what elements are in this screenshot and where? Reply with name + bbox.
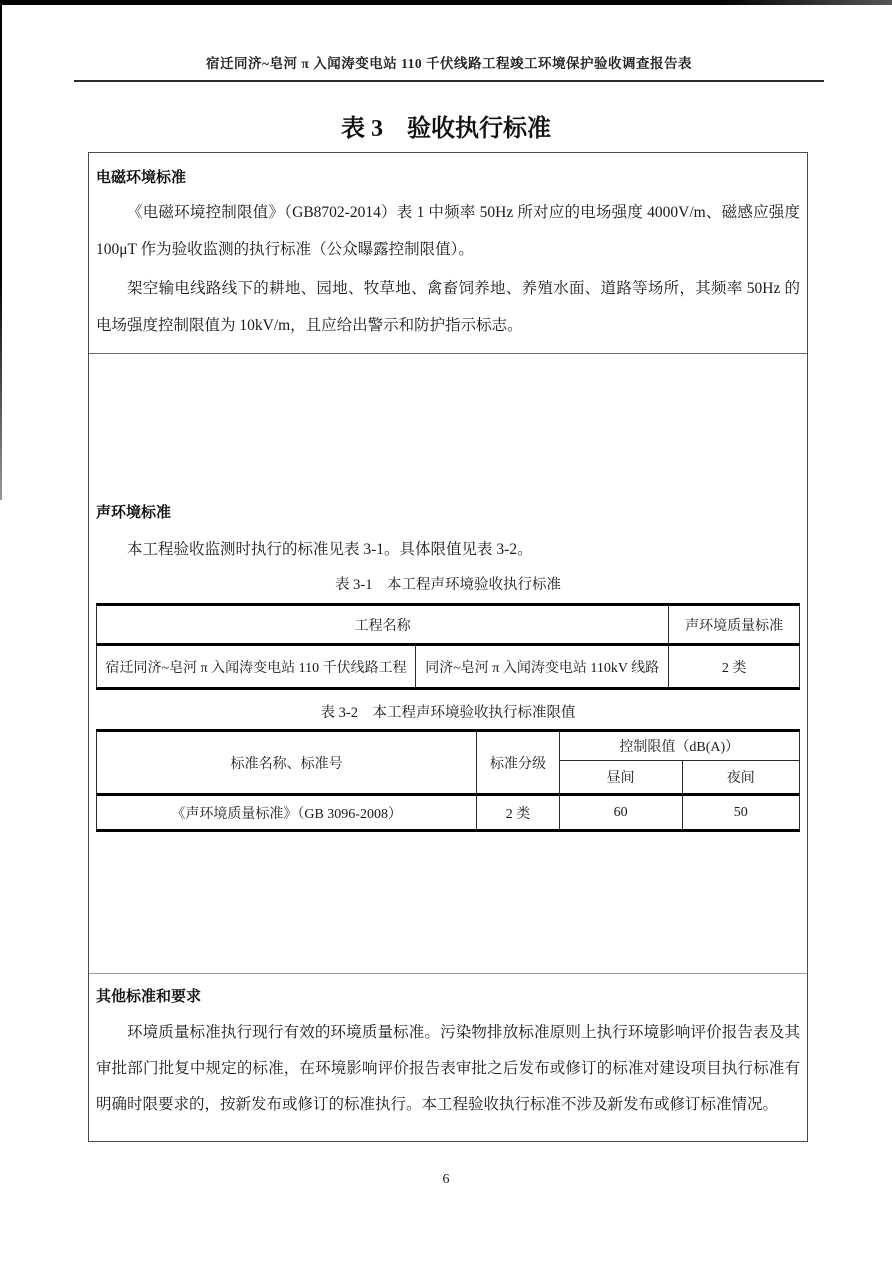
table-3-2	[96, 729, 800, 832]
scan-artifact-left	[0, 0, 2, 500]
table-3-1-data-row	[97, 645, 800, 689]
page-number: 6	[442, 1172, 450, 1187]
em-standard-heading: 电磁环境标准	[96, 170, 187, 186]
table-3-2-caption: 表 3-2 本工程声环境验收执行标准限值	[320, 705, 576, 721]
noise-standard-heading: 声环境标准	[96, 505, 172, 521]
table-3-2-header-row-1	[97, 731, 800, 761]
t31-header-quality-standard: 声环境质量标准	[669, 605, 800, 645]
t31-cell-class: 2 类	[669, 645, 800, 689]
t32-header-standard-name: 标准名称、标准号	[97, 731, 477, 795]
other-standards-paragraph: 环境质量标准执行现行有效的环境质量标准。污染物排放标准原则上执行环境影响评价报告表及其审批部门批复中规定的标准，在环境影响评价报告表审批之后发布或修订的标准对建设项目执行标准有明确时限要求的，按新发布或修订的标准执行。本工程验收执行标准不涉及新发布或修订标准情况。	[96, 1024, 800, 1113]
t31-header-project-name: 工程名称	[97, 605, 669, 645]
t32-header-nighttime: 夜间	[682, 761, 799, 795]
t32-cell-night-value: 50	[682, 795, 799, 831]
header-rule	[74, 80, 824, 82]
em-standard-paragraph-1: 《电磁环境控制限值》（GB8702-2014）表 1 中频率 50Hz 所对应的电场强度 4000V/m、磁感应强度 100μT 作为验收监测的执行标准（公众曝露控制限值）。	[96, 204, 800, 258]
document-running-header: 宿迁同济~皂河 π 入闻涛变电站 110 千伏线路工程竣工环境保护验收调查报告表	[206, 56, 692, 71]
t32-header-grade: 标准分级	[477, 731, 559, 795]
blank-space	[96, 354, 800, 502]
t32-header-daytime: 昼间	[559, 761, 682, 795]
table-3-1	[96, 603, 800, 690]
t32-cell-standard-name: 《声环境质量标准》（GB 3096-2008）	[97, 795, 477, 831]
page-title: 表 3 验收执行标准	[341, 116, 551, 142]
section-noise-standard	[89, 353, 807, 973]
t32-header-control-limit: 控制限值（dB(A)）	[559, 731, 799, 761]
section-electromagnetic-standard	[89, 153, 807, 353]
em-standard-paragraph-2: 架空输电线路线下的耕地、园地、牧草地、禽畜饲养地、养殖水面、道路等场所，其频率 50Hz 的电场强度控制限值为 10kV/m，且应给出警示和防护指示标志。	[96, 280, 800, 334]
table-3-2-data-row	[97, 795, 800, 831]
t31-cell-line: 同济~皂河 π 入闻涛变电站 110kV 线路	[416, 645, 669, 689]
t31-cell-project: 宿迁同济~皂河 π 入闻涛变电站 110 千伏线路工程	[97, 645, 416, 689]
table-3-1-caption: 表 3-1 本工程声环境验收执行标准	[335, 577, 561, 593]
table-3-1-header-row	[97, 605, 800, 645]
t32-cell-day-value: 60	[559, 795, 682, 831]
t32-cell-grade: 2 类	[477, 795, 559, 831]
section-other-standards	[89, 973, 807, 1141]
scan-artifact-top	[0, 0, 892, 5]
noise-standard-intro: 本工程验收监测时执行的标准见表 3-1。具体限值见表 3-2。	[127, 541, 533, 558]
standards-box	[88, 152, 808, 1142]
other-standards-heading: 其他标准和要求	[96, 989, 202, 1005]
